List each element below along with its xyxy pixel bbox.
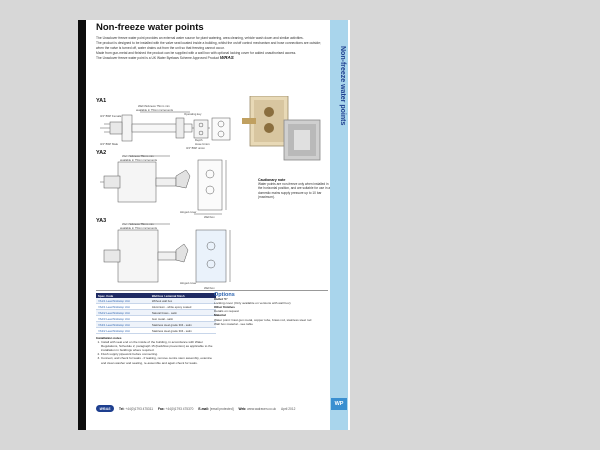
material-item-2: Wall box material - see table (214, 321, 253, 326)
company-logo: WRAS (96, 405, 114, 412)
cautionary-heading: Cautionary note (258, 178, 286, 182)
installation-heading: Installation notes (96, 336, 122, 340)
outlet-heading: Outlet 'C' (214, 297, 228, 302)
spec-table (96, 293, 216, 334)
section-ya2: YA2 (96, 150, 107, 156)
ya1-female-label: 3/4" BSP Female (100, 114, 122, 118)
section-ya1: YA1 (96, 98, 107, 104)
intro-paragraph-1: The Unaclover freeze water point provides an external water source for plant watering, area cleaning, vehicle wash down and similar activities. (96, 36, 304, 40)
table-cell-code: YA2/1 Lead Nickstop Unit (96, 304, 150, 310)
ya1-increments-label: available in 75mm increments (136, 108, 173, 112)
ya1-depth-label: Depth (195, 138, 203, 142)
table-cell-finish: Without wall box (150, 298, 216, 304)
installation-item: 2. Flush supply pipework before connecting. (101, 352, 214, 356)
ya2-drawing (100, 156, 226, 214)
other-heading: Other finishes (214, 305, 235, 310)
table-cell-code: YA3/1 Lead Nickstop Unit (96, 322, 150, 328)
footer-web[interactable]: Web: www.walraven.co.uk (238, 406, 277, 411)
table-row (96, 328, 216, 334)
footer-tel: Tel: +44(0)1793 475311 (119, 406, 154, 411)
table-cell-finish: Aluminium - white epoxy coated (150, 304, 216, 310)
table-cell-code: YA2/2 Lead Nickstop Unit (96, 310, 150, 316)
table-header-code: Spec. Code (96, 293, 150, 298)
options-block (214, 293, 326, 326)
divider (96, 290, 328, 291)
installation-list (96, 340, 214, 365)
section-ya3: YA3 (96, 218, 107, 224)
intro-paragraph-2: The product is designed to be installed with the valve seat located inside a building, whilst the on/off control mechanism and hose connections are outside; when the valve is turned off, water drains out from the unit so that freezing cannot occur. (96, 41, 321, 50)
ya3-increments-label: available in 75mm increments (120, 226, 157, 230)
options-heading: Options (214, 292, 235, 298)
table-cell-finish: Stainless steel grade 304 - satin (150, 328, 216, 334)
ya1-wall-label: Wall thickness 75mm min (138, 104, 170, 108)
other-text: Details on request (214, 309, 239, 314)
ya1-male-label: 3/4" BSP Male (100, 142, 119, 146)
ya3-box-label: Wall box (204, 286, 215, 290)
table-cell-code: YA1/1 Lead Nickstop Unit (96, 298, 150, 304)
outlet-text: Locking cover (Only available on versions with wall box) (214, 301, 291, 306)
material-heading: Material (214, 313, 226, 318)
ya1-hose-label: Hose Union (195, 142, 210, 146)
footer-email[interactable]: E-mail: [email protected] (198, 406, 234, 411)
table-cell-code: YA2/3 Lead Nickstop Unit (96, 316, 150, 322)
ya2-wall-label: Wall thickness 75mm min (122, 154, 154, 158)
product-photo (240, 96, 326, 166)
wras-logo: WRAS (219, 55, 234, 61)
cautionary-text: Water points are non-freeze only when installed in the horizontal position, and are suitable for use in a domestic mains supply pressure up to 10 bar (maximum). (258, 182, 331, 199)
ya1-union-label: 3/4" BSP union (186, 146, 205, 150)
ya2-cover-label: Hinged cover (180, 210, 197, 214)
intro-paragraph-3: Made from gun-metal and finished the product can be supplied with a wall box with optional locking cover for added unauthorised access. (96, 50, 297, 55)
side-tab-title: Non-freeze water points (339, 46, 346, 126)
installation-notes (96, 336, 214, 365)
ya1-key-label: Operating key (184, 112, 202, 116)
ya2-increments-label: available in 75mm increments (120, 158, 157, 162)
installation-item: 1. Install with seat end on the inside of the building, in accordance with Water Regulations, Schedule 2, paragraph 15 (backflow prevention) as applicable to the installation in buildings where required. (101, 340, 214, 352)
ya2-box-label: Wall box (204, 215, 215, 219)
table-cell-finish: Natural brass - satin (150, 310, 216, 316)
table-cell-code: YA3/2 Lead Nickstop Unit (96, 328, 150, 334)
table-cell-finish: Stainless steel grade 304 - satin (150, 322, 216, 328)
footer-date: April 2012 (281, 406, 296, 411)
material-item-1: Water point: Cast gun metal, copper tube, brass rod, stainless steel rod (214, 317, 312, 322)
ya3-wall-label: Wall thickness 75mm min (122, 222, 154, 226)
footer (96, 404, 326, 413)
table-cell-finish: Gun metal - satin (150, 316, 216, 322)
intro-paragraph-4: The Unaclover freeze water point is a UK Water Byelaws Scheme Approved Product WRAS (96, 55, 234, 61)
installation-item: 3. Connect, and check for leaks - if leaking, remove centre stem assembly, examine and clean washer and seating, re-assemble and again check for leaks. (101, 356, 214, 364)
ya3-drawing (104, 224, 230, 282)
ya3-cover-label: Hinged cover (180, 281, 197, 285)
section-badge: WP (331, 398, 347, 410)
page-title: Non-freeze water points (96, 22, 204, 33)
cautionary-note (258, 178, 332, 199)
footer-fax: Fax: +44(0)1793 475370 (158, 406, 194, 411)
table-header-finish: Wall box / external finish (150, 293, 216, 298)
